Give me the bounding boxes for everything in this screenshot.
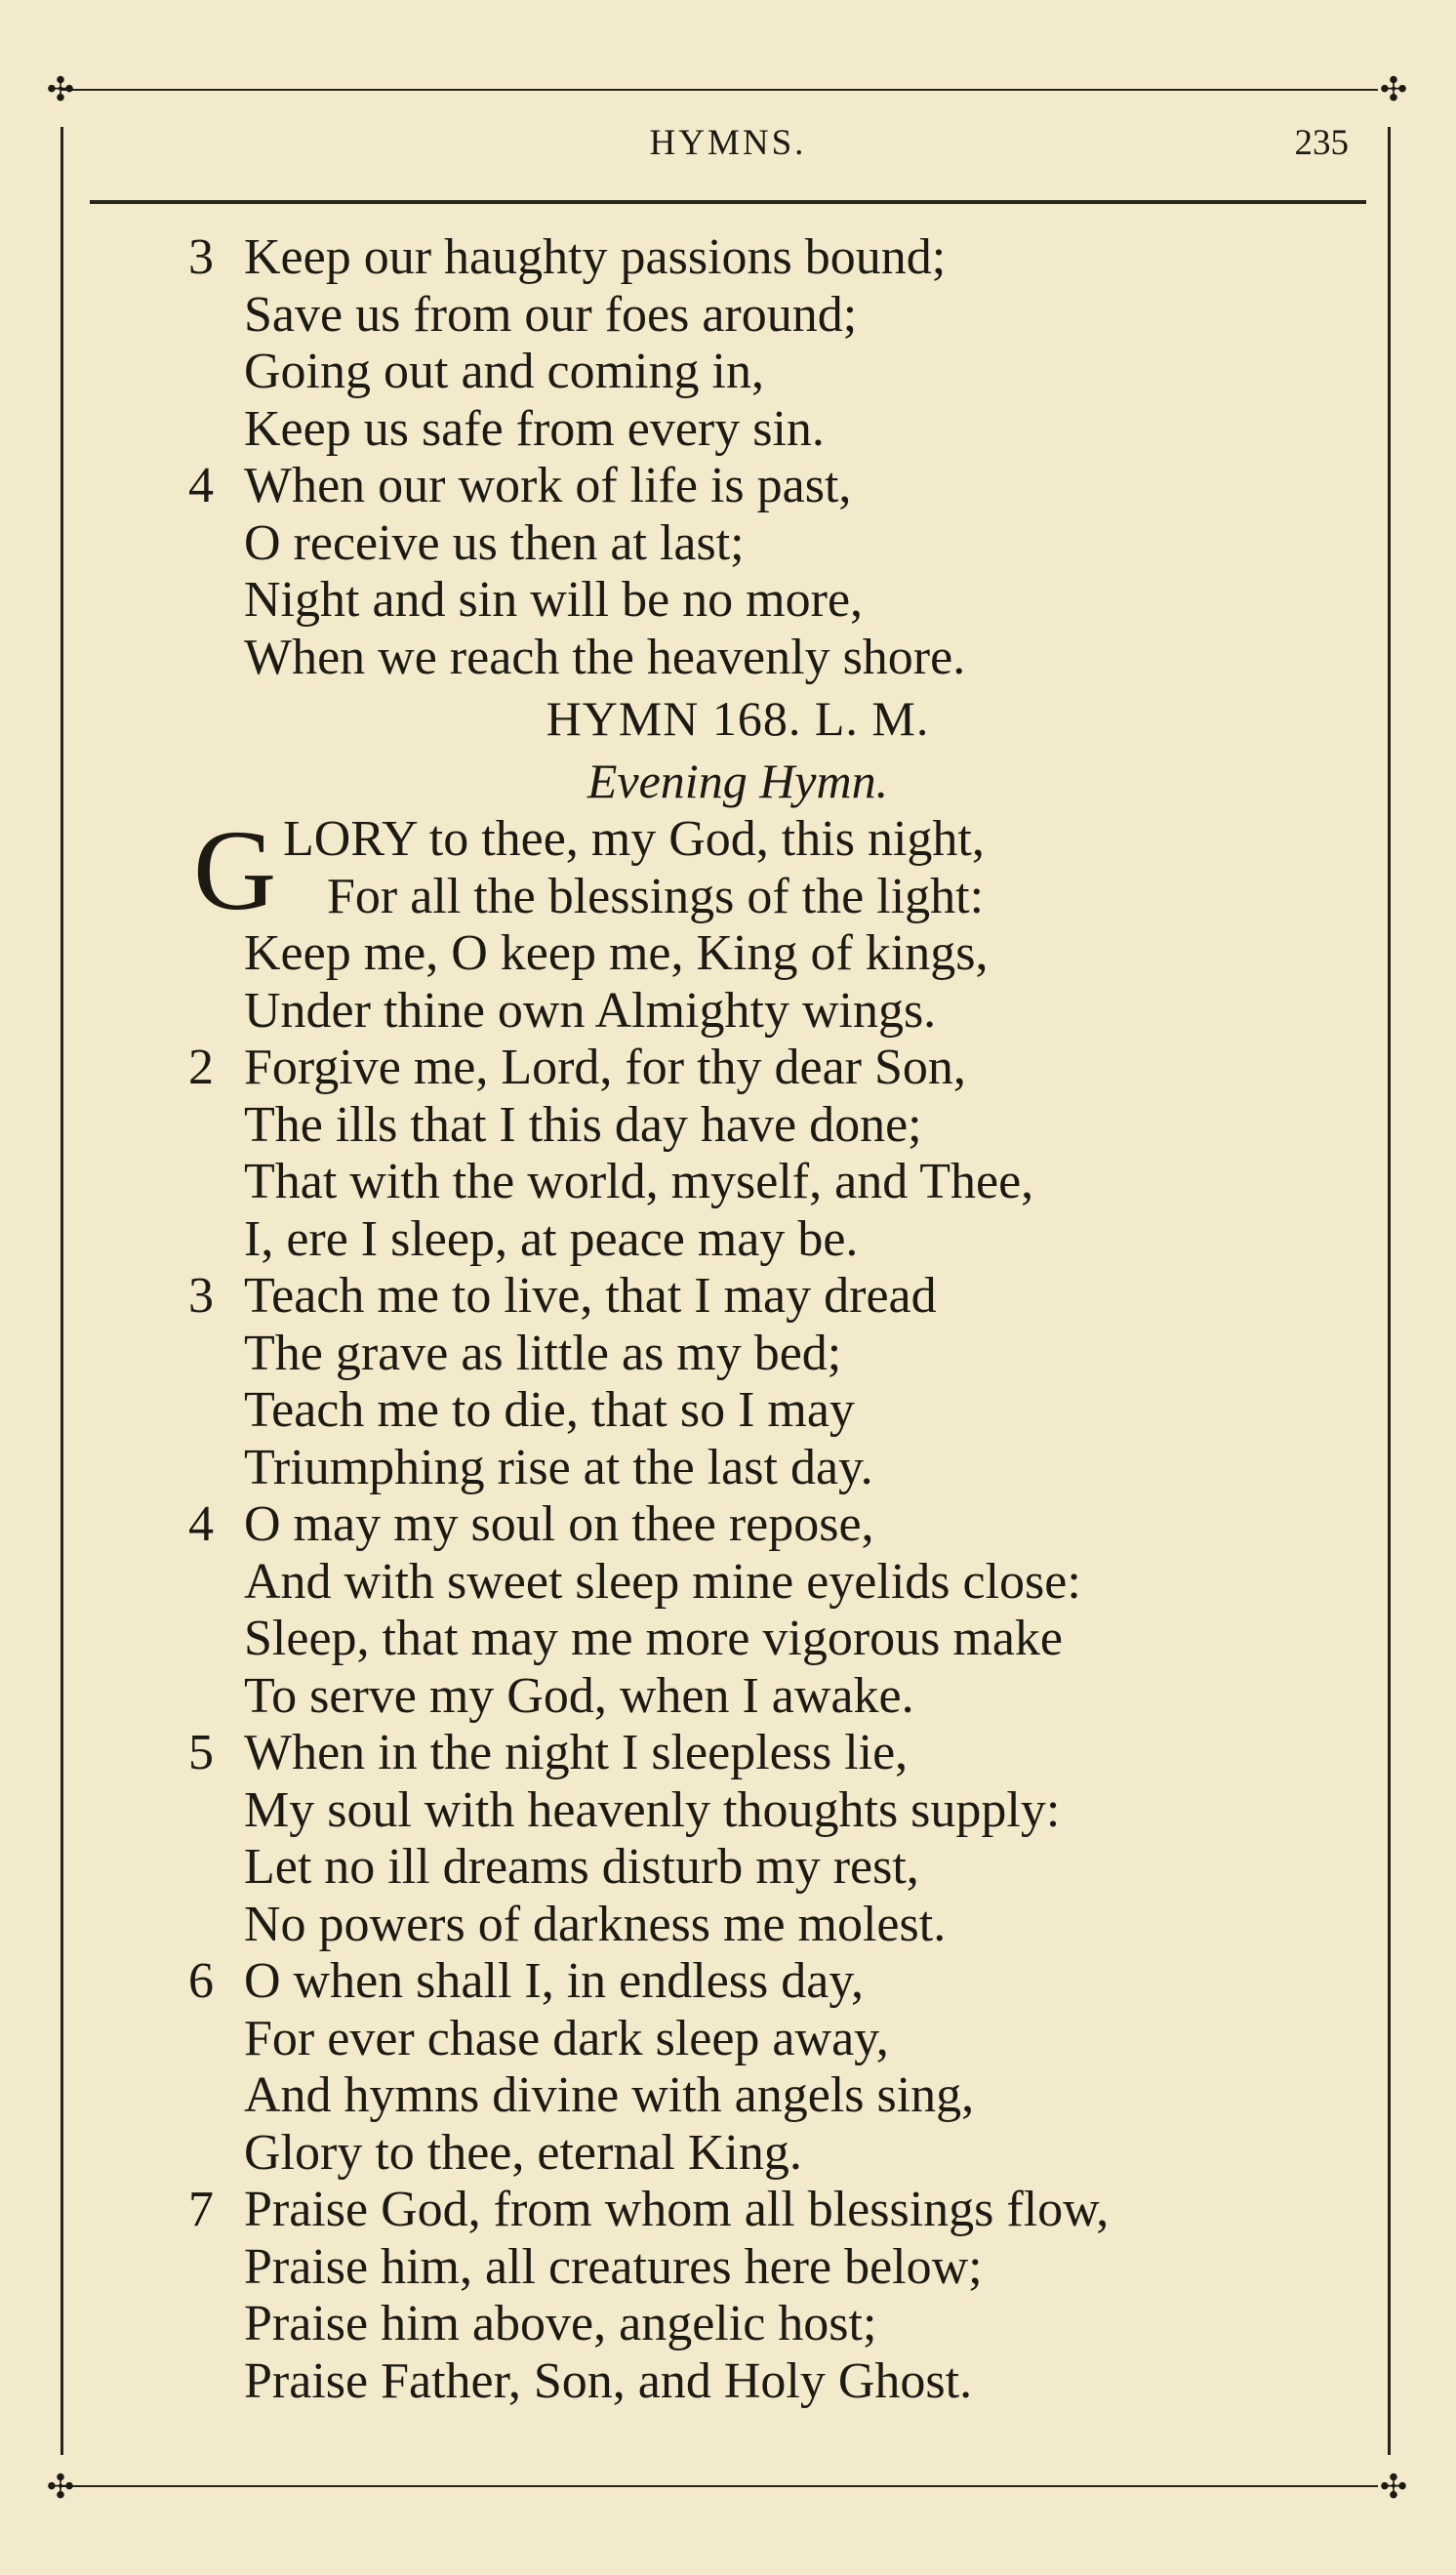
page-content	[0, 229, 1456, 2410]
verse-text: When our work of life is past,	[244, 458, 852, 513]
verse-text: Keep me, O keep me, King of kings,	[244, 925, 989, 981]
verse-line	[0, 1154, 1456, 1211]
stanza	[0, 2182, 1456, 2410]
verse-line	[0, 1782, 1456, 1840]
verse-text: And hymns divine with angels sing,	[244, 2067, 975, 2123]
corner-ornament-icon: ✣	[1379, 2468, 1408, 2507]
verse-line	[0, 2067, 1456, 2125]
stanza-number: 6	[188, 1953, 214, 2009]
verse-line	[0, 1440, 1456, 1497]
verse-text: Let no ill dreams disturb my rest,	[244, 1839, 919, 1895]
verse-text: When in the night I sleepless lie,	[244, 1725, 909, 1780]
verse-text: No powers of darkness me molest.	[244, 1896, 947, 1952]
verse-text: That with the world, myself, and Thee,	[244, 1154, 1034, 1209]
verse-line	[0, 1839, 1456, 1897]
verse-text: For all the blessings of the light:	[327, 868, 985, 924]
verse-line	[0, 2353, 1456, 2411]
running-header-title: HYMNS.	[649, 123, 807, 163]
bottom-border-rule	[61, 2485, 1378, 2487]
verse-text: Praise him, all creatures here below;	[244, 2238, 983, 2295]
verse-text: Going out and coming in,	[244, 344, 764, 399]
verse-text: The ills that I this day have done;	[244, 1096, 922, 1153]
verse-text: Keep our haughty passions bound;	[244, 229, 947, 285]
verse-text: Triumphing rise at the last day.	[244, 1439, 873, 1495]
verse-text: O when shall I, in endless day,	[244, 1953, 864, 2009]
verse-line	[0, 2239, 1456, 2297]
corner-ornament-icon: ✣	[46, 2468, 75, 2507]
stanza-number: 4	[188, 1496, 214, 1552]
stanza	[0, 806, 1456, 1040]
verse-text: Teach me to die, that so I may	[244, 1382, 855, 1438]
stanza-number: 3	[188, 229, 214, 285]
verse-text: When we reach the heavenly shore.	[244, 629, 966, 685]
verse-text: And with sweet sleep mine eyelids close:	[244, 1553, 1081, 1610]
verse-text: Night and sin will be no more,	[244, 572, 864, 628]
verse-line	[0, 401, 1456, 459]
verse-line	[0, 1611, 1456, 1668]
stanza	[0, 1268, 1456, 1496]
stanza	[0, 458, 1456, 686]
verse-text: For ever chase dark sleep away,	[244, 2010, 889, 2066]
verse-text: Keep us safe from every sin.	[244, 400, 825, 457]
stanza	[0, 1953, 1456, 2182]
verse-text: Praise God, from whom all blessings flow,	[244, 2182, 1110, 2237]
stanza	[0, 1725, 1456, 1953]
verse-line	[0, 572, 1456, 630]
stanza-number: 3	[188, 1268, 214, 1324]
verse-line	[0, 1326, 1456, 1383]
stanza-number: 4	[188, 458, 214, 513]
verse-text: Teach me to live, that I may dread	[244, 1268, 937, 1324]
top-border-rule	[61, 89, 1378, 91]
verse-line	[0, 1040, 1456, 1097]
verse-line	[0, 811, 1456, 869]
verse-line	[0, 630, 1456, 687]
drop-cap: G	[193, 806, 277, 934]
verse-text: Sleep, that may me more vigorous make	[244, 1611, 1064, 1666]
verse-text: Under thine own Almighty wings.	[244, 982, 937, 1039]
verse-line	[0, 229, 1456, 287]
verse-line	[0, 1211, 1456, 1269]
stanza-number: 2	[188, 1040, 214, 1095]
verse-text: The grave as little as my bed;	[244, 1325, 842, 1381]
verse-text: To serve my God, when I awake.	[244, 1667, 914, 1724]
verse-line	[0, 2296, 1456, 2353]
verse-text: LORY to thee, my God, this night,	[283, 811, 985, 867]
verse-text: Praise Father, Son, and Holy Ghost.	[244, 2352, 973, 2409]
verse-line	[0, 1897, 1456, 1954]
verse-text: Glory to thee, eternal King.	[244, 2124, 802, 2181]
hymn-title: HYMN 168. L. M.	[546, 691, 930, 746]
verse-line	[0, 1725, 1456, 1782]
header-rule	[90, 200, 1366, 204]
verse-line	[0, 869, 1456, 926]
verse-text: My soul with heavenly thoughts supply:	[244, 1781, 1061, 1838]
verse-line	[0, 515, 1456, 573]
stanza-number: 5	[188, 1725, 214, 1780]
verse-line	[0, 1268, 1456, 1326]
corner-ornament-icon: ✣	[46, 70, 75, 109]
hymn-subtitle: Evening Hymn.	[586, 754, 889, 808]
verse-text: O may my soul on thee repose,	[244, 1496, 874, 1552]
verse-text: Praise him above, angelic host;	[244, 2296, 877, 2351]
verse-line	[0, 458, 1456, 515]
verse-line	[0, 983, 1456, 1041]
verse-line	[0, 344, 1456, 401]
stanza	[0, 1496, 1456, 1725]
page-number: 235	[1294, 123, 1349, 163]
verse-line	[0, 2125, 1456, 2183]
verse-line	[0, 1953, 1456, 2011]
verse-line	[0, 1554, 1456, 1612]
verse-text: I, ere I sleep, at peace may be.	[244, 1210, 859, 1267]
stanza	[0, 1040, 1456, 1268]
stanza-number: 7	[188, 2182, 214, 2237]
verse-text: O receive us then at last;	[244, 514, 745, 571]
verse-line	[0, 1668, 1456, 1726]
verse-line	[0, 287, 1456, 345]
verse-line	[0, 1097, 1456, 1155]
verse-line	[0, 925, 1456, 983]
verse-text: Save us from our foes around;	[244, 286, 858, 343]
stanza	[0, 229, 1456, 458]
verse-line	[0, 2011, 1456, 2068]
verse-line	[0, 1382, 1456, 1440]
verse-text: Forgive me, Lord, for thy dear Son,	[244, 1040, 966, 1095]
corner-ornament-icon: ✣	[1379, 70, 1408, 109]
verse-line	[0, 1496, 1456, 1554]
verse-line	[0, 2182, 1456, 2239]
